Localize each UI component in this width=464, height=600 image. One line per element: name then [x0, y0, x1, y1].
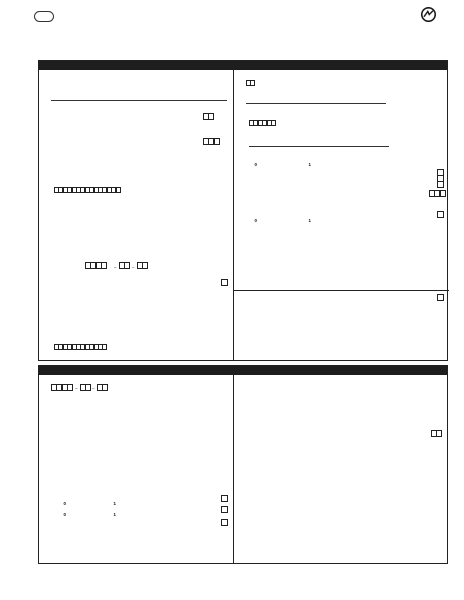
location-option: [244, 301, 260, 306]
section-a-left: [39, 70, 233, 360]
indigenous-yes-option: 1: [308, 162, 311, 167]
location-option: [244, 318, 260, 323]
ref-date-separator: –: [75, 386, 78, 391]
province-boxes[interactable]: [246, 80, 255, 86]
interpreter-box[interactable]: [437, 211, 444, 218]
gender-option: [53, 166, 69, 171]
birthdate-separator: –: [132, 265, 135, 270]
referral-area-divider: [234, 290, 449, 291]
marital-option: [49, 286, 65, 291]
rehab-referral-box[interactable]: [221, 495, 228, 502]
section-b-right: [234, 375, 449, 563]
birthdate-separator: –: [114, 265, 117, 270]
ref-month-boxes[interactable]: [80, 384, 91, 391]
name-input-line[interactable]: [51, 100, 227, 101]
section-a-title: [39, 61, 447, 70]
language-option: [248, 202, 264, 207]
inuit-box[interactable]: [437, 181, 444, 188]
postal-code-boxes[interactable]: [249, 120, 275, 126]
marital-option: [49, 298, 65, 303]
birth-year-boxes[interactable]: [85, 262, 107, 269]
residence-code-boxes[interactable]: [431, 430, 442, 437]
location-box[interactable]: [437, 294, 444, 301]
healthcare-id-boxes[interactable]: [54, 344, 107, 350]
marital-option: [49, 303, 65, 308]
form-header: [34, 7, 444, 45]
interpreter-no-option: 0: [254, 218, 257, 223]
case-record-line[interactable]: [246, 103, 386, 104]
section-a-right: [234, 70, 449, 360]
ref-year-boxes[interactable]: [51, 384, 73, 391]
agency-id-line[interactable]: [249, 146, 389, 147]
location-option: [244, 312, 260, 317]
marital-option: [49, 292, 65, 297]
palliative-referral-box[interactable]: [221, 506, 228, 513]
timeframe-option: [53, 436, 69, 441]
section-a: [38, 60, 448, 361]
primary-language-boxes[interactable]: [429, 190, 445, 197]
interpreter-yes-option: 1: [308, 218, 311, 223]
gender-code-boxes[interactable]: [203, 138, 219, 145]
marital-option: [49, 309, 65, 314]
interrai-logo: [421, 7, 442, 22]
section-b: [38, 365, 448, 564]
rehab-no-option: 0: [63, 501, 66, 506]
form-badge: [34, 11, 54, 22]
ref-day-boxes[interactable]: [97, 384, 108, 391]
birth-month-boxes[interactable]: [119, 262, 130, 269]
living-arrangement-box[interactable]: [221, 519, 228, 526]
palliative-no-option: 0: [63, 512, 66, 517]
self-identified-gender-boxes[interactable]: [54, 187, 120, 193]
sex-option: [53, 130, 69, 135]
marital-option: [49, 315, 65, 320]
ref-date-separator: –: [92, 386, 95, 391]
sex-code-boxes[interactable]: [203, 113, 214, 120]
birth-day-boxes[interactable]: [137, 262, 148, 269]
location-option: [244, 307, 260, 312]
indigenous-no-option: 0: [254, 162, 257, 167]
interrai-logo-icon: [421, 7, 436, 22]
palliative-yes-option: 1: [113, 512, 116, 517]
rehab-yes-option: 1: [113, 501, 116, 506]
section-b-title: [39, 366, 447, 375]
section-b-left: [39, 375, 233, 563]
marital-status-box[interactable]: [221, 279, 228, 286]
